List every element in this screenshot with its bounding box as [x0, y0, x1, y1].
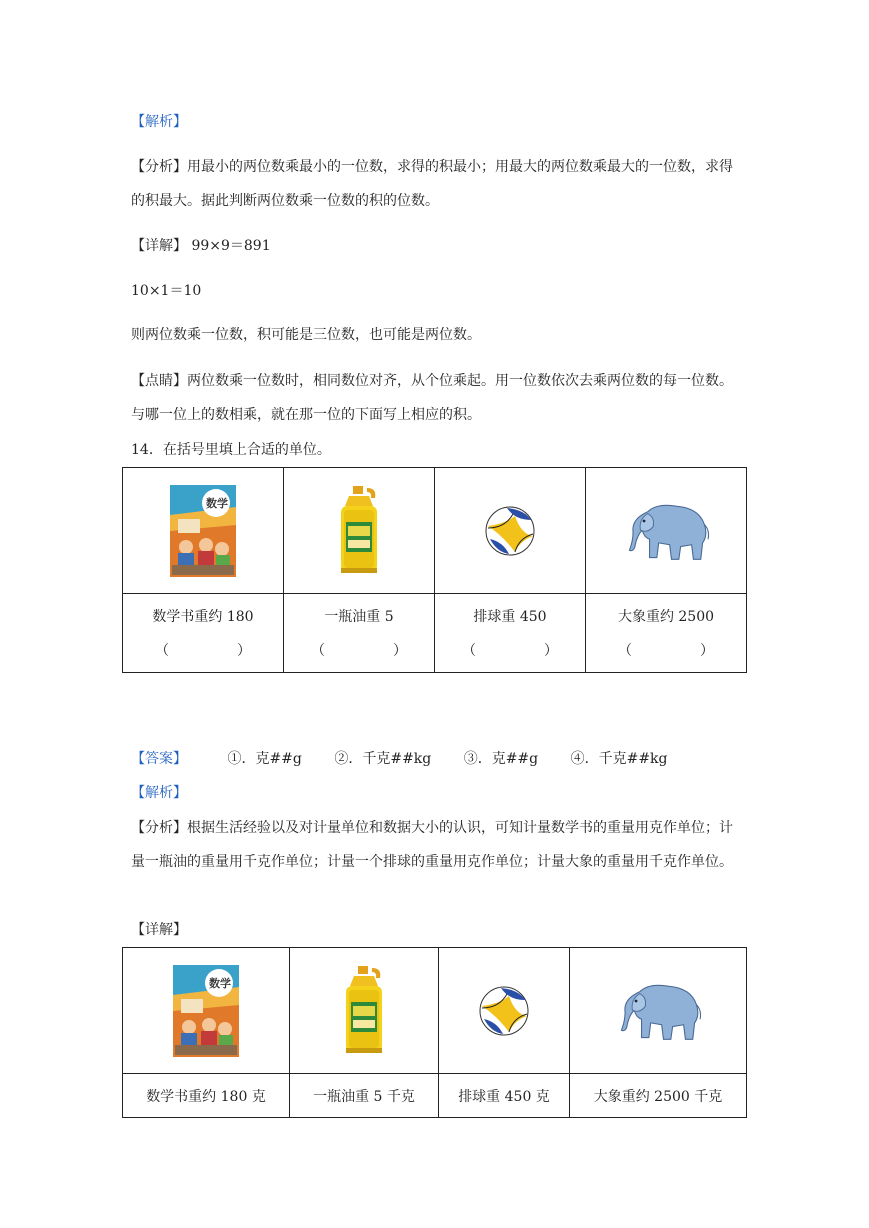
question-cell-oil [284, 468, 435, 594]
question-cell-elephant [586, 468, 747, 594]
detail-label: 一瓶油重 5 千克 [290, 1074, 439, 1118]
xiangjie-line-1 [131, 236, 271, 256]
question-cell-0 [123, 594, 284, 673]
math-book-icon [173, 965, 239, 1057]
question-cell-3 [586, 594, 747, 673]
jiexi-heading-2: 【解析】 [131, 785, 187, 801]
question-image-row [123, 468, 747, 594]
jiexi-heading-1: 【解析】 [131, 114, 187, 130]
equation-1: 99×9＝891 [191, 238, 271, 254]
xiangjie-label: 【详解】 [131, 238, 187, 254]
elephant-icon [620, 499, 712, 563]
answer-item-2: ②．千克##kg [334, 751, 432, 767]
detail-image-row [123, 948, 747, 1074]
oil-bottle-icon [337, 486, 381, 576]
xiangjie-label-2: 【详解】 [131, 922, 187, 938]
volleyball-icon [479, 986, 529, 1036]
paren-open: （ [618, 643, 632, 659]
answer-line [131, 749, 696, 769]
detail-label: 大象重约 2500 千克 [570, 1074, 747, 1118]
answer-label: 【答案】 [131, 751, 187, 767]
paren-close: ） [700, 643, 714, 659]
conclusion-line: 则两位数乘一位数，积可能是三位数，也可能是两位数。 [131, 327, 481, 343]
detail-text-row [123, 1074, 747, 1118]
detail-cell-oil [290, 948, 439, 1074]
detail-cell-book [123, 948, 290, 1074]
answer-item-3: ③．克##g [463, 751, 539, 767]
fenxi-text: 用最小的两位数乘最小的一位数，求得的积最小；用最大的两位数乘最大的一位数，求得的积最大。据此判断两位数乘一位数的积的位数。 [131, 159, 733, 209]
question-label: 大象重约 2500 [617, 609, 715, 625]
question-text-row [123, 594, 747, 673]
paren-open: （ [155, 643, 169, 659]
fenxi-text: 根据生活经验以及对计量单位和数据大小的认识，可知计量数学书的重量用克作单位；计量一瓶油的重量用千克作单位；计量一个排球的重量用克作单位；计量大象的重量用千克作单位。 [131, 820, 733, 870]
elephant-icon [612, 979, 704, 1043]
question-label: 数学书重约 180 [152, 609, 254, 625]
answer-item-1: ①．克##g [227, 751, 302, 767]
oil-bottle-icon [342, 966, 386, 1056]
answer-blank[interactable] [614, 640, 718, 660]
question-cell-ball [435, 468, 586, 594]
book-title: 数学 [209, 976, 231, 990]
dianjing-text: 两位数乘一位数时，相同数位对齐，从个位乘起。用一位数依次去乘两位数的每一位数。与哪一位上的数相乘，就在那一位的下面写上相应的积。 [131, 373, 733, 423]
paren-close: ） [393, 643, 407, 659]
answer-blank[interactable] [151, 640, 255, 660]
paren-close: ） [544, 643, 558, 659]
dianjing-paragraph [131, 364, 743, 432]
detail-table [122, 947, 747, 1118]
detail-label: 排球重 450 克 [439, 1074, 570, 1118]
fenxi-label: 【分析】 [131, 820, 187, 836]
question-cell-1 [284, 594, 435, 673]
book-title: 数学 [206, 496, 228, 510]
paren-open: （ [311, 643, 325, 659]
paren-close: ） [237, 643, 251, 659]
answer-blank[interactable] [458, 640, 562, 660]
fenxi-label: 【分析】 [131, 159, 187, 175]
answer-item-4: ④．千克##kg [570, 751, 668, 767]
volleyball-icon [485, 506, 535, 556]
question-cell-2 [435, 594, 586, 673]
detail-cell-ball [439, 948, 570, 1074]
question-table [122, 467, 747, 673]
question-label: 排球重 450 [473, 609, 547, 625]
fenxi-paragraph-2 [131, 811, 743, 879]
math-book-icon [170, 485, 236, 577]
fenxi-paragraph-1 [131, 150, 743, 218]
question-cell-book [123, 468, 284, 594]
equation-2: 10×1＝10 [131, 283, 202, 299]
detail-cell-elephant [570, 948, 747, 1074]
question-14: 14．在括号里填上合适的单位。 [131, 442, 331, 458]
question-label: 一瓶油重 5 [324, 609, 394, 625]
answer-blank[interactable] [307, 640, 411, 660]
detail-label: 数学书重约 180 克 [123, 1074, 290, 1118]
dianjing-label: 【点睛】 [131, 373, 187, 389]
paren-open: （ [462, 643, 476, 659]
